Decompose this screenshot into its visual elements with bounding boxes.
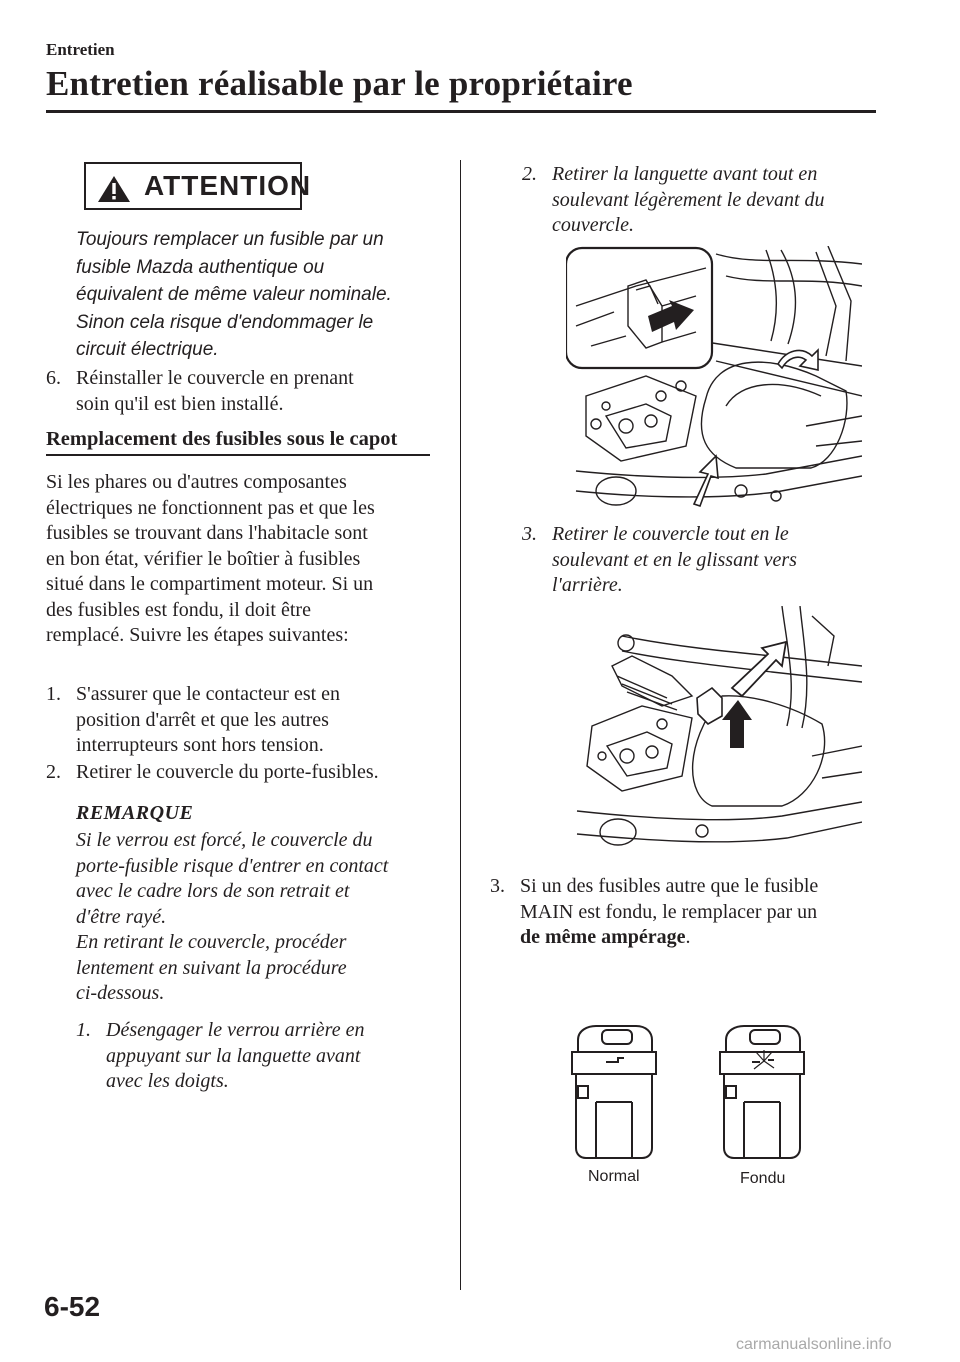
warning-icon xyxy=(96,174,132,204)
attention-text: Toujours remplacer un fusible par un fusible Mazda authentique ou équivalent de même valeur nominale. Sinon cela risque d'endommager le circuit électrique. xyxy=(76,229,392,360)
section-heading: Remplacement des fusibles sous le capot xyxy=(46,428,398,450)
substep-2: 2. Retirer la languette avant tout en soulevant légèrement le devant du couvercle. xyxy=(522,163,825,236)
substep-3: 3. Retirer le couvercle tout en le soulevant et en le glissant vers l'arrière. xyxy=(522,523,797,596)
intro-paragraph: Si les phares ou d'autres composantes électriques ne fonctionnent pas et que les fusibles se trouvant dans l'habitacle sont en bon état, vérifier le boîtier à fusibles situé dans le compartiment moteur. Si un des fusibles est fondu, il doit être remplacé. Suivre les étapes suivantes: xyxy=(46,471,375,646)
step-6: 6. Réinstaller le couvercle en prenant soin qu'il est bien installé. xyxy=(46,367,354,415)
substep-1: 1. Désengager le verrou arrière en appuyant sur la languette avant avec les doigts. xyxy=(76,1019,365,1092)
attention-box xyxy=(84,162,312,210)
header-rule xyxy=(46,110,876,113)
page-title: Entretien réalisable par le propriétaire xyxy=(46,64,633,103)
step-3: 3. Si un des fusibles autre que le fusible MAIN est fondu, le remplacer par un de même ampérage. xyxy=(490,875,819,948)
page-number: 6-52 xyxy=(44,1291,101,1322)
caption-normal: Normal xyxy=(588,1168,640,1185)
cover-removal-illustration xyxy=(572,606,862,862)
column-divider xyxy=(460,160,461,1290)
step-1: 1. S'assurer que le contacteur est en position d'arrêt et que les autres interrupteurs sont hors tension. xyxy=(46,683,341,756)
fuse-blown-illustration xyxy=(714,1022,810,1162)
fuse-normal-illustration xyxy=(566,1022,662,1162)
note-label: REMARQUE xyxy=(76,802,194,824)
heading-rule xyxy=(46,454,430,456)
attention-label: ATTENTION xyxy=(144,170,312,201)
step-2: 2. Retirer le couvercle du porte-fusibles. xyxy=(46,761,379,783)
caption-blown: Fondu xyxy=(740,1170,786,1187)
watermark: carmanualsonline.info xyxy=(736,1336,892,1353)
fuse-box-tab-illustration xyxy=(566,246,862,512)
section-label: Entretien xyxy=(46,40,115,59)
note-text: Si le verrou est forcé, le couvercle du porte-fusible risque d'entrer en contact avec le cadre lors de son retrait et d'être rayé. En retirant le couvercle, procéder lentement en suivant la procédure ci-dessous. xyxy=(76,829,389,1004)
